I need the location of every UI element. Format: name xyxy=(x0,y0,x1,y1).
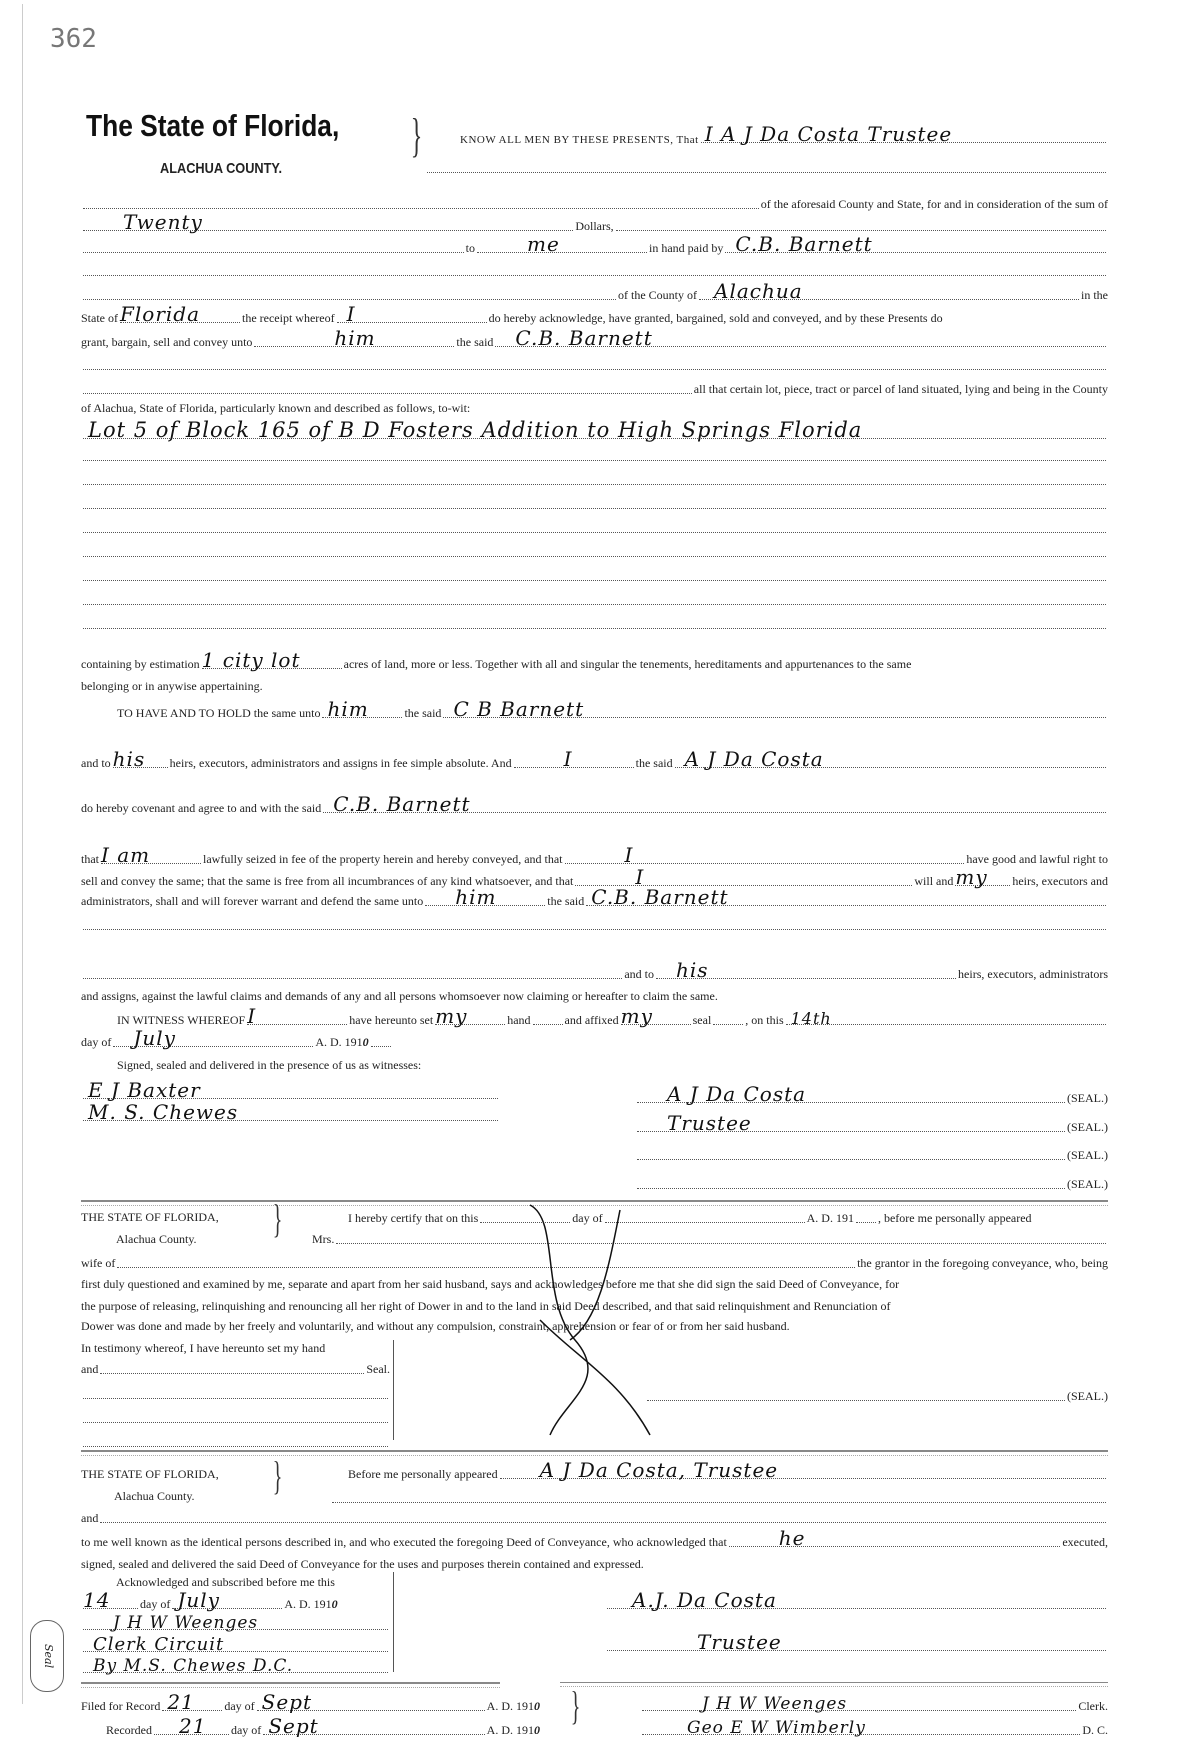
text: and to xyxy=(624,967,655,981)
text: Alachua County. xyxy=(114,1489,195,1503)
dotted-blank xyxy=(83,1446,388,1447)
witness-field[interactable]: I xyxy=(247,1004,257,1028)
filed-day-field[interactable]: 21 xyxy=(167,1690,195,1714)
dotted-blank xyxy=(701,122,1106,146)
text: and to xyxy=(81,756,111,770)
text: that xyxy=(81,852,99,866)
my-field[interactable]: my xyxy=(955,865,988,889)
text: of the aforesaid County and State, for and in consideration of the sum of xyxy=(760,197,1108,211)
said4-field[interactable]: C.B. Barnett xyxy=(591,885,729,909)
witness1-signature: E J Baxter xyxy=(88,1078,201,1102)
form-line xyxy=(81,486,1108,512)
text: and xyxy=(81,1511,99,1525)
form-line xyxy=(81,1098,500,1124)
dotted-blank xyxy=(83,508,1106,509)
text: Signed, sealed and delivered in the presence of us as witnesses: xyxy=(117,1058,422,1072)
and-field[interactable]: I xyxy=(563,747,573,771)
description-field[interactable]: Lot 5 of Block 165 of B D Fosters Addition to High Springs Florida xyxy=(88,418,863,442)
form-line xyxy=(81,745,1108,771)
form-line xyxy=(81,978,1108,1004)
dotted-blank xyxy=(83,369,1106,370)
dotted-blank xyxy=(637,1111,1065,1135)
form-line xyxy=(425,150,1108,176)
text: sell and convey the same; that the same is free from all incumbrances of any kind whatsoever, and that xyxy=(81,874,574,888)
dotted-blank xyxy=(257,1690,485,1714)
text: the purpose of releasing, relinquishing and renouncing all her right of Dower in and to the land in said Deed described, and that said relinquishment and Renunciation of xyxy=(81,1299,891,1313)
text: TO HAVE AND TO HOLD the same unto xyxy=(117,706,321,720)
text: A. D. 191 xyxy=(486,1699,534,1713)
text: heirs, executors, administrators and assigns in fee simple absolute. And xyxy=(169,756,512,770)
form-line xyxy=(81,253,1108,279)
his2-field[interactable]: his xyxy=(676,958,709,982)
ack-grantor-signature: A.J. Da Costa xyxy=(632,1588,777,1612)
cross-out-mark xyxy=(520,1200,670,1440)
form-line xyxy=(605,1586,1108,1612)
form-line xyxy=(635,1080,1108,1106)
text: and assigns, against the lawful claims and demands of any and all persons whomsoever now claiming or hereafter to claim the same. xyxy=(81,989,718,1003)
dotted-blank xyxy=(637,1159,1065,1160)
hold-field[interactable]: him xyxy=(327,697,369,721)
text: Before me personally appeared xyxy=(348,1467,498,1481)
said-field[interactable]: C.B. Barnett xyxy=(515,326,653,350)
form-line xyxy=(81,558,1108,584)
text: day of xyxy=(81,1035,112,1049)
said2-field[interactable]: C B Barnett xyxy=(453,697,585,721)
rec-month-field[interactable]: Sept xyxy=(268,1714,319,1738)
form-line xyxy=(635,1137,1108,1163)
officer-title: Clerk Circuit xyxy=(93,1634,225,1655)
text: Mrs. xyxy=(312,1232,335,1246)
text: Recorded xyxy=(106,1723,152,1737)
text: Dollars, xyxy=(575,219,614,233)
dotted-blank xyxy=(83,460,1106,461)
text: hand xyxy=(507,1013,531,1027)
ack-month-field[interactable]: July xyxy=(177,1588,220,1612)
text: in the xyxy=(1081,288,1108,302)
dotted-blank xyxy=(83,532,1106,533)
text: In testimony whereof, I have hereunto set my hand xyxy=(81,1341,326,1355)
dotted-blank xyxy=(83,628,1106,629)
dotted-blank xyxy=(100,1522,1106,1523)
text: I hereby certify that on this xyxy=(348,1211,479,1225)
dotted-blank xyxy=(336,1243,1106,1244)
dotted-blank xyxy=(83,484,1106,485)
text: and affixed xyxy=(564,1013,619,1027)
brace-line xyxy=(393,1572,395,1672)
form-line xyxy=(460,120,1108,146)
dotted-blank xyxy=(263,1714,484,1738)
text: A. D. 191 xyxy=(315,1035,363,1049)
dotted-blank xyxy=(120,302,240,326)
text: day of xyxy=(572,1211,603,1225)
dotted-blank xyxy=(500,1458,1106,1482)
am-field[interactable]: I am xyxy=(101,843,151,867)
state-field[interactable]: Florida xyxy=(120,302,200,326)
dotted-blank xyxy=(83,1398,388,1399)
brace: } xyxy=(272,1196,283,1241)
form-line xyxy=(348,1456,1108,1482)
dotted-blank xyxy=(100,1373,364,1374)
page-border xyxy=(22,4,23,1704)
brace: } xyxy=(410,109,423,162)
text: the said xyxy=(635,756,673,770)
text: heirs, executors, administrators xyxy=(958,967,1108,981)
brace-line xyxy=(393,1340,395,1440)
text: containing by estimation xyxy=(81,657,200,671)
text: to xyxy=(465,241,476,255)
dotted-blank xyxy=(83,580,1106,581)
text: first duly questioned and examined by me, separate and apart from her said husband, says and acknowledges before me that she did sign the said Deed of Conveyance, for xyxy=(81,1277,900,1291)
text: to me well known as the identical persons described in, and who executed the foregoing Deed of Conveyance, who acknowledged that xyxy=(81,1535,727,1549)
dotted-blank xyxy=(83,1422,388,1423)
text: D. C. xyxy=(1082,1723,1108,1737)
divider xyxy=(560,1682,1108,1687)
officer-signature: J H W Weenges xyxy=(113,1613,259,1633)
form-line xyxy=(81,462,1108,488)
text: signed, sealed and delivered the said Deed of Conveyance for the uses and purposes therein contained and expressed. xyxy=(81,1557,644,1571)
year-field[interactable]: 0 xyxy=(362,1035,369,1049)
known-field[interactable]: he xyxy=(778,1526,806,1550)
text: of Alachua, State of Florida, particularly known and described as follows, to-wit: xyxy=(81,401,471,415)
seal-label: (SEAL.) xyxy=(1067,1120,1108,1134)
dotted-blank xyxy=(323,792,1106,816)
document-title: The State of Florida, xyxy=(86,108,340,143)
text: IN WITNESS WHEREOF xyxy=(117,1013,246,1027)
text: of the County of xyxy=(618,288,697,302)
text: in hand paid by xyxy=(649,241,724,255)
form-line xyxy=(81,668,1108,694)
sum-field[interactable]: Twenty xyxy=(123,210,203,234)
dotted-blank xyxy=(83,275,1106,276)
ack-year-field[interactable]: 0 xyxy=(331,1597,338,1611)
text: Alachua County. xyxy=(116,1232,197,1246)
text: the receipt whereof xyxy=(242,311,335,325)
rec-day-field[interactable]: 21 xyxy=(178,1714,207,1738)
text: have hereunto set xyxy=(349,1013,434,1027)
county-field[interactable]: Alachua xyxy=(714,279,803,303)
county-heading: ALACHUA COUNTY. xyxy=(160,160,283,177)
text: grant, bargain, sell and convey unto xyxy=(81,335,253,349)
seal-label: (SEAL.) xyxy=(1067,1177,1108,1191)
text: , before me personally appeared xyxy=(877,1211,1032,1225)
form-line xyxy=(635,1109,1108,1135)
text: the said xyxy=(456,335,494,349)
dotted-blank xyxy=(443,697,1106,721)
text: Dower was done and made by her freely and voluntarily, and without any compulsion, constraint, apprehension or fear of or from her said husband. xyxy=(81,1319,790,1333)
dotted-blank xyxy=(607,1630,1106,1654)
form-line xyxy=(116,1221,270,1247)
seal-label: (SEAL.) xyxy=(1067,1148,1108,1162)
text: administrators, shall and will forever warrant and defend the same unto xyxy=(81,894,424,908)
text: will and xyxy=(914,874,954,888)
trustee-signature: Trustee xyxy=(667,1111,752,1135)
text: have good and lawful right to xyxy=(966,852,1108,866)
his-field[interactable]: his xyxy=(112,747,146,771)
text: Acknowledged and subscribed before me this xyxy=(116,1575,335,1589)
form-line xyxy=(81,582,1108,608)
form-line xyxy=(81,390,1108,416)
text: do hereby covenant and agree to and with the said xyxy=(81,801,322,815)
grantee-field[interactable]: C.B. Barnett xyxy=(735,232,873,256)
dotted-blank xyxy=(425,885,545,909)
text: the said xyxy=(547,894,585,908)
form-line xyxy=(81,1424,390,1450)
dotted-blank xyxy=(586,885,1106,909)
text: Clerk. xyxy=(1078,1699,1108,1713)
form-line xyxy=(81,510,1108,536)
unto-field[interactable]: him xyxy=(334,326,376,350)
dotted-blank xyxy=(514,747,634,771)
my3-field[interactable]: my xyxy=(620,1004,653,1028)
form-line xyxy=(81,606,1108,632)
text: acres of land, more or less. Together with all and singular the tenements, hereditaments and appurtenances to the same xyxy=(343,657,912,671)
form-line xyxy=(81,883,1108,909)
form-line xyxy=(81,1400,390,1426)
dotted-blank xyxy=(337,302,487,326)
form-line xyxy=(640,1712,1108,1738)
text: the grantor in the foregoing conveyance, who, being xyxy=(857,1256,1108,1270)
dotted-blank xyxy=(675,747,1106,771)
form-line xyxy=(81,790,1108,816)
dotted-blank xyxy=(642,1694,1076,1714)
text: day of xyxy=(140,1597,171,1611)
witness2-signature: M. S. Chewes xyxy=(88,1100,239,1124)
appeared-field[interactable]: A J Da Costa, Trustee xyxy=(539,1458,779,1482)
know-all-text: KNOW ALL MEN BY THESE PRESENTS, That xyxy=(460,134,699,146)
text: , on this xyxy=(745,1013,784,1027)
clerk-signature: J H W Weenges xyxy=(702,1694,848,1714)
form-line xyxy=(645,1378,1108,1404)
form-line xyxy=(81,1047,1108,1073)
text: lawfully seized in fee of the property herein and hereby conveyed, and that xyxy=(203,852,563,866)
dotted-blank xyxy=(83,556,1106,557)
form-line xyxy=(81,534,1108,560)
covenant-field[interactable]: C.B. Barnett xyxy=(333,792,471,816)
dotted-blank xyxy=(154,1714,229,1738)
my2-field[interactable]: my xyxy=(435,1004,468,1028)
text: the said xyxy=(404,706,442,720)
dotted-blank xyxy=(637,1082,1065,1106)
text: THE STATE OF FLORIDA, xyxy=(81,1467,219,1481)
text: belonging or in anywise appertaining. xyxy=(81,679,263,693)
form-line xyxy=(81,907,1108,933)
dotted-blank xyxy=(112,747,168,771)
text: and xyxy=(81,1362,99,1376)
form-line xyxy=(635,1166,1108,1192)
grantor-field[interactable]: I A J Da Costa Trustee xyxy=(704,122,953,146)
dotted-blank xyxy=(83,1100,498,1124)
form-line xyxy=(81,695,1108,721)
seized-field[interactable]: I xyxy=(624,843,634,867)
month-field[interactable]: July xyxy=(133,1026,176,1050)
form-line xyxy=(81,1650,390,1676)
to-field[interactable]: me xyxy=(527,232,560,256)
text: THE STATE OF FLORIDA, xyxy=(81,1210,219,1224)
dotted-blank xyxy=(637,1188,1065,1189)
said3-field[interactable]: A J Da Costa xyxy=(684,747,824,771)
form-line xyxy=(81,1376,390,1402)
dotted-blank xyxy=(427,172,1106,173)
officer-deputy: By M.S. Chewes D.C. xyxy=(93,1656,294,1676)
grantor-signature: A J Da Costa xyxy=(667,1082,807,1106)
dotted-blank xyxy=(83,1656,388,1676)
text: heirs, executors and xyxy=(1012,874,1108,888)
dotted-blank xyxy=(83,929,1106,930)
text: all that certain lot, piece, tract or parcel of land situated, lying and being in the County xyxy=(693,382,1108,396)
ack-trustee-signature: Trustee xyxy=(697,1630,782,1654)
form-line xyxy=(81,438,1108,464)
dotted-blank xyxy=(647,1400,1065,1401)
text: day of xyxy=(230,1723,262,1737)
acres-field[interactable]: 1 city lot xyxy=(201,648,301,672)
seal-label: (SEAL.) xyxy=(1067,1091,1108,1105)
form-line xyxy=(81,1351,390,1377)
sell-field[interactable]: I xyxy=(635,865,645,889)
text: A. D. 191 xyxy=(284,1597,332,1611)
form-line xyxy=(81,1500,1108,1526)
brace: } xyxy=(272,1453,283,1498)
seal-label: (SEAL.) xyxy=(1067,1389,1108,1403)
text: day of xyxy=(224,1699,255,1713)
dotted-blank xyxy=(642,1718,1080,1738)
filed-month-field[interactable]: Sept xyxy=(261,1690,313,1714)
form-line xyxy=(106,1712,540,1738)
form-line xyxy=(640,1688,1108,1714)
form-line xyxy=(312,1221,1108,1247)
brace: } xyxy=(570,1683,581,1728)
day-field[interactable]: 14th xyxy=(790,1009,832,1028)
dotted-blank xyxy=(83,604,1106,605)
ack-day-field[interactable]: 14 xyxy=(83,1588,111,1612)
dotted-blank xyxy=(162,1690,222,1714)
text: Filed for Record xyxy=(81,1699,161,1713)
form-line xyxy=(81,347,1108,373)
form-line xyxy=(81,300,1108,326)
form-line xyxy=(605,1628,1108,1654)
official-seal-stamp: Seal xyxy=(30,1620,64,1692)
rec-year-field[interactable]: 0 xyxy=(534,1723,540,1737)
text: Seal. xyxy=(366,1362,390,1376)
receipt-field[interactable]: I xyxy=(346,302,356,326)
text: A. D. 191 xyxy=(806,1211,854,1225)
form-line xyxy=(81,1688,540,1714)
text: seal xyxy=(692,1013,712,1027)
page-number: 362 xyxy=(50,24,97,54)
text: wife of xyxy=(81,1256,116,1270)
text: do hereby acknowledge, have granted, bargained, sold and conveyed, and by these Presents do xyxy=(488,311,943,325)
dotted-blank xyxy=(322,697,402,721)
text: A. D. 191 xyxy=(486,1723,534,1737)
filed-year-field[interactable]: 0 xyxy=(534,1699,540,1713)
admins-field[interactable]: him xyxy=(455,885,497,909)
text: State of xyxy=(81,311,118,325)
deputy-clerk-signature: Geo E W Wimberly xyxy=(687,1718,866,1738)
text: executed, xyxy=(1062,1535,1108,1549)
dotted-blank xyxy=(607,1588,1106,1612)
